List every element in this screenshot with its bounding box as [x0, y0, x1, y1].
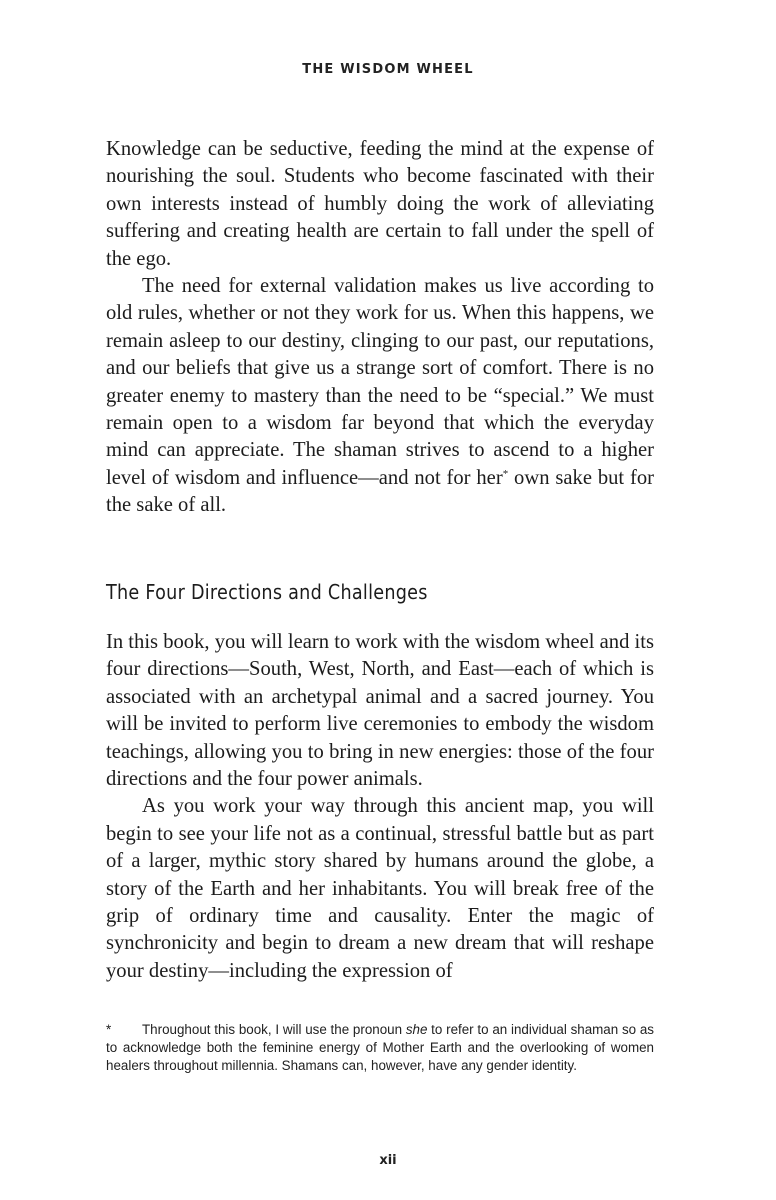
footnote	[106, 1021, 654, 1075]
body-text-section-2	[106, 629, 654, 985]
paragraph-text-continued: own sake but for the sake of all.	[106, 466, 654, 517]
paragraph-text: The need for external validation makes us live according to old rules, whether or not they work for us. When this happens, we remain asleep to our destiny, clinging to our past, our reputations, and our beliefs that give us a strange sort of comfort. There is no greater enemy to mastery than the need to be “special.” We must remain open to a wisdom far beyond that which the everyday mind can appreciate. The shaman strives to ascend to a higher level of wisdom and influence—and not for her	[106, 275, 654, 489]
body-text-section-1	[106, 136, 654, 520]
footnote-marker: *	[106, 1022, 112, 1037]
footnote-emphasis: she	[405, 1022, 428, 1037]
footnote-text: Throughout this book, I will use the pronoun	[142, 1022, 406, 1037]
paragraph: In this book, you will learn to work with the wisdom wheel and its four directions—South, West, North, and East—each of which is associated with an archetypal animal and a sacred journey. You will be invited to perform live ceremonies to embody the wisdom teachings, allowing you to bring in new energies: those of the four directions and the four power animals.	[106, 631, 654, 791]
page-number: xii	[379, 1153, 397, 1168]
paragraph: As you work your way through this ancient map, you will begin to see your life not as a continual, stressful battle but as part of a larger, mythic story shared by humans around the globe, a story of the Earth and her inhabitants. You will break free of the grip of ordinary time and causality. Enter the magic of synchronicity and begin to dream a new dream that will reshape your destiny—including the expression of	[106, 795, 654, 982]
running-head-title: THE WISDOM WHEEL	[302, 62, 474, 77]
section-heading: The Four Directions and Challenges	[106, 580, 428, 604]
footnote-reference-mark[interactable]: *	[502, 467, 509, 480]
paragraph: Knowledge can be seductive, feeding the mind at the expense of nourishing the soul. Students who become fascinated with their own interests instead of humbly doing the work of alleviating suffering and creating health are certain to fall under the spell of the ego.	[106, 138, 654, 270]
paragraph	[106, 273, 654, 520]
footnote-text-continued: to refer to an individual shaman so as to acknowledge both the feminine energy of Mother Earth and the overlooking of women healers throughout millennia. Shamans can, however, have any gender identity.	[106, 1022, 655, 1073]
